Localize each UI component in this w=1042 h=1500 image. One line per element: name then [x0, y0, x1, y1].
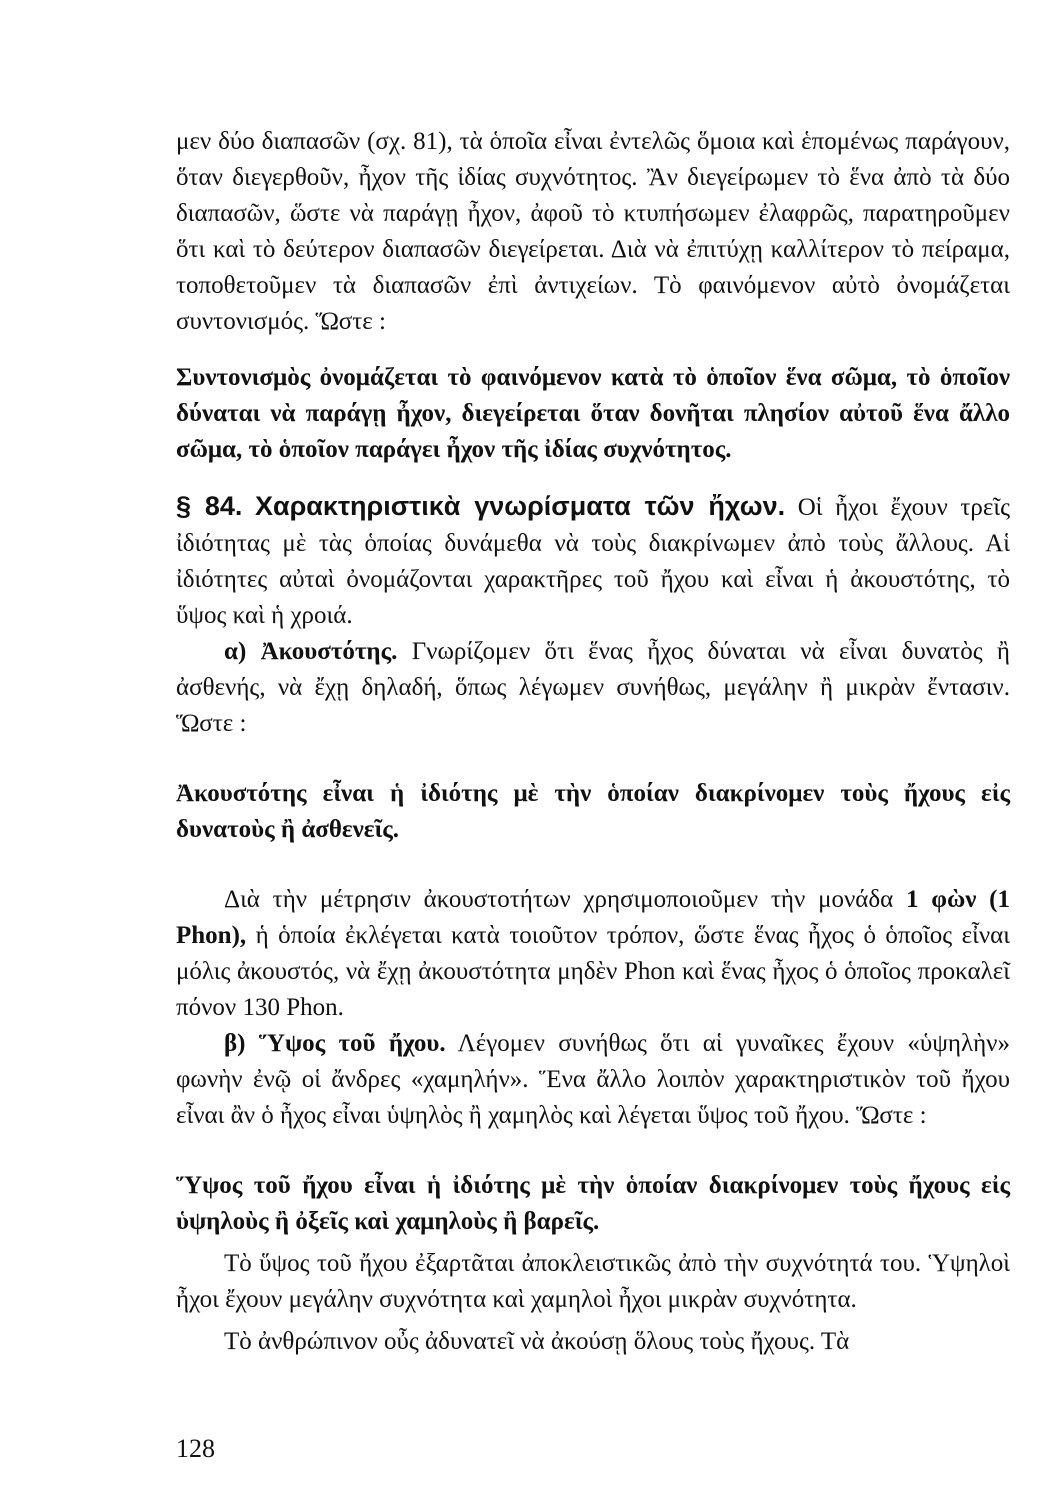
page-number: 128	[176, 1434, 215, 1463]
section-84-paragraph	[176, 488, 1010, 634]
paragraph-loudness	[176, 634, 1010, 742]
page-body	[176, 124, 1010, 1360]
section-number: § 84.	[176, 491, 243, 521]
section-text: Οἱ ἦχοι ἔχουν τρεῖς ἰδιότητας μὲ τὰς ὁποίας δυνάμεθα νὰ τοὺς διακρίνωμεν ἀπὸ τοὺς ἄλλους. Αἱ ἰδιότητες αὐταὶ ὀνομάζονται χαρακτῆρες τοῦ ἤχου καὶ εἶναι ἡ ἀκουστότης, τὸ ὕψος καὶ ἡ χροιά.	[176, 494, 1010, 629]
definition-pitch: Ὕψος τοῦ ἤχου εἶναι ἡ ἰδιότης μὲ τὴν ὁποίαν διακρίνομεν τοὺς ἤχους εἰς ὑψηλοὺς ἢ ὀξεῖς καὶ χαμηλοὺς ἢ βαρεῖς.	[176, 1172, 1010, 1235]
subsection-pitch-text: Λέγομεν συνήθως ὅτι αἱ γυναῖκες ἔχουν «ὑψηλὴν» φωνὴν ἐνῷ οἱ ἄνδρες «χαμηλήν». Ἕνα ἄλλο λοιπὸν χαρακτηριστικὸν τοῦ ἤχου εἶναι ἂν ὁ ἦχος εἶναι ὑψηλὸς ἢ χαμηλὸς καὶ λέγεται ὕψος τοῦ ἤχου. Ὥστε :	[176, 1030, 1010, 1129]
paragraph-phon	[176, 882, 1010, 1026]
definition-resonance: Συντονισμὸς ὀνομάζεται τὸ φαινόμενον κατὰ τὸ ὁποῖον ἕνα σῶμα, τὸ ὁποῖον δύναται νὰ παράγῃ ἦχον, διεγείρεται ὅταν δονῆται πλησίον αὐτοῦ ἕνα ἄλλο σῶμα, τὸ ὁποῖον παράγει ἦχον τῆς ἰδίας συχνότητος.	[176, 364, 1010, 463]
subsection-pitch-title: β) Ὕψος τοῦ ἤχου.	[224, 1030, 446, 1057]
paragraph-resonance-intro: μεν δύο διαπασῶν (σχ. 81), τὰ ὁποῖα εἶναι ἐντελῶς ὅμοια καὶ ἑπομένως παράγουν, ὅταν διεγερθοῦν, ἦχον τῆς ἰδίας συχνότητος. Ἂν διεγείρωμεν τὸ ἕνα ἀπὸ τὰ δύο διαπασῶν, ὥστε νὰ παράγῃ ἦχον, ἀφοῦ τὸ κτυπήσωμεν ἐλαφρῶς, παρατηροῦμεν ὅτι καὶ τὸ δεύτερον διαπασῶν διεγείρεται. Διὰ νὰ ἐπιτύχῃ καλλίτερον τὸ πείραμα, τοποθετοῦμεν τὰ διαπασῶν ἐπὶ ἀντιχείων. Τὸ φαινόμενον αὐτὸ ὀνομάζεται συντονισμός. Ὥστε :	[176, 128, 1010, 335]
paragraph-frequency: Τὸ ὕψος τοῦ ἤχου ἐξαρτᾶται ἀποκλειστικῶς ἀπὸ τὴν συχνότητά του. Ὑψηλοὶ ἦχοι ἔχουν μεγάλην συχνότητα καὶ χαμηλοὶ ἦχοι μικρὰν συχνότητα.	[176, 1250, 1010, 1313]
definition-loudness: Ἀκουστότης εἶναι ἡ ἰδιότης μὲ τὴν ὁποίαν διακρίνομεν τοὺς ἤχους εἰς δυνατοὺς ἢ ἀσθενεῖς.	[176, 780, 1010, 843]
section-title: Χαρακτηριστικὰ γνωρίσματα τῶν ἤχων.	[255, 491, 786, 521]
phon-text-pre: Διὰ τὴν μέτρησιν ἀκουστοτήτων χρησιμοποιοῦμεν τὴν μονάδα	[224, 886, 907, 913]
phon-unit: 1 φὼν (1 Phon),	[176, 886, 1010, 949]
subsection-loudness-text: Γνωρίζομεν ὅτι ἕνας ἦχος δύναται νὰ εἶναι δυνατὸς ἢ ἀσθενής, νὰ ἔχῃ δηλαδή, ὅπως λέγωμεν συνήθως, μεγάλην ἢ μικρὰν ἔντασιν. Ὥστε :	[176, 638, 1010, 737]
phon-text-post: ἡ ὁποία ἐκλέγεται κατὰ τοιοῦτον τρόπον, ὥστε ἕνας ἦχος ὁ ὁποῖος εἶναι μόλις ἀκουστός, νὰ ἔχῃ ἀκουστότητα μηδὲν Phon καὶ ἕνας ἦχος ὁ ὁποῖος προκαλεῖ πόνον 130 Phon.	[176, 922, 1010, 1021]
paragraph-hearing: Τὸ ἀνθρώπινον οὖς ἀδυνατεῖ νὰ ἀκούσῃ ὅλους τοὺς ἤχους. Τὰ	[224, 1328, 850, 1355]
paragraph-pitch	[176, 1026, 1010, 1134]
subsection-loudness-title: α) Ἀκουστότης.	[224, 638, 398, 665]
